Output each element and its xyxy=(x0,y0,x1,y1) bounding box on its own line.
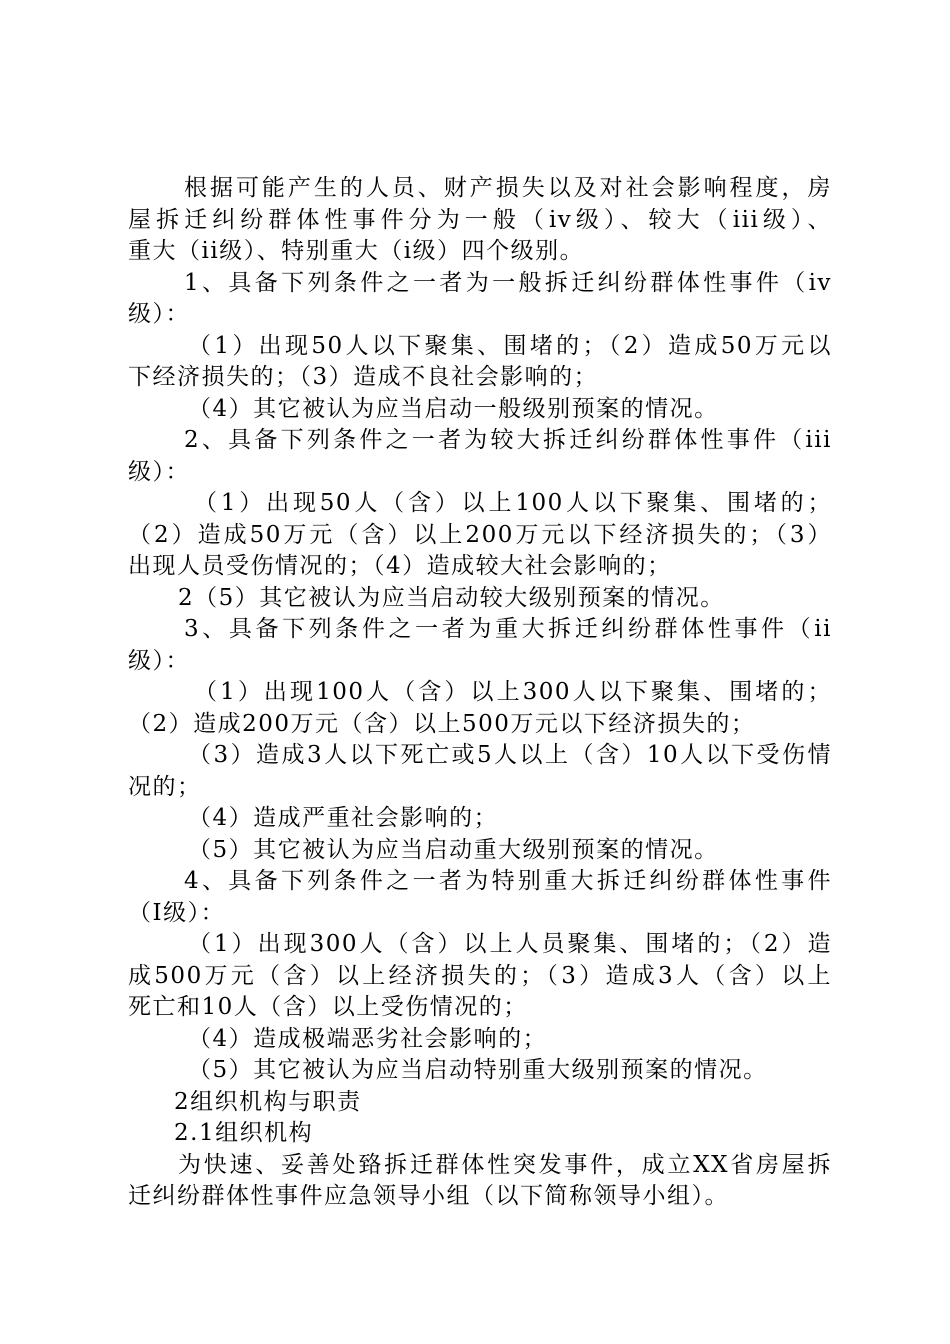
text-line: 根据可能产生的人员、财产损失以及对社会影响程度，房 xyxy=(184,175,832,201)
text-line: （5）其它被认为应当启动重大级别预案的情况。 xyxy=(188,836,719,863)
text-line: 级）： xyxy=(128,301,190,327)
text-line: （3）造成3人以下死亡或5人以上（含）10人以下受伤情 xyxy=(188,742,832,768)
text-line: （Ⅰ级）： xyxy=(128,899,226,926)
text-line: 下经济损失的；（3）造成不良社会影响的； xyxy=(128,364,599,390)
text-line: （2）造成50万元（含）以上200万元以下经济损失的；（3） xyxy=(128,521,832,548)
text-line: （4）造成极端恶劣社会影响的； xyxy=(188,1025,548,1052)
text-line: （1）出现50人以下聚集、围堵的；（2）造成50万元以 xyxy=(188,332,832,359)
text-line: 3、具备下列条件之一者为重大拆迁纠纷群体性事件（ii xyxy=(184,616,832,642)
text-line: 成500万元（含）以上经济损失的；（3）造成3人（含）以上 xyxy=(128,962,832,989)
text-line: （2）造成200万元（含）以上500万元以下经济损失的； xyxy=(128,710,756,737)
text-line: 死亡和10人（含）以上受伤情况的； xyxy=(128,994,528,1020)
text-line: （1）出现100人（含）以上300人以下聚集、围堵的； xyxy=(194,679,832,705)
text-line: 2组织机构与职责 xyxy=(174,1088,362,1115)
text-line: 级）： xyxy=(128,458,190,485)
text-line: 迁纠纷群体性事件应急领导小组（以下简称领导小组）。 xyxy=(128,1183,729,1209)
text-line: 况的； xyxy=(128,773,202,800)
text-line: 4、具备下列条件之一者为特别重大拆迁纠纷群体性事件 xyxy=(184,868,832,894)
text-line: 2（5）其它被认为应当启动较大级别预案的情况。 xyxy=(178,584,725,611)
text-line: （4）造成严重社会影响的； xyxy=(188,805,499,831)
text-line: 重大（ii级）、特别重大（i级）四个级别。 xyxy=(128,238,585,264)
text-line: （4）其它被认为应当启动一般级别预案的情况。 xyxy=(188,395,719,422)
text-line: 1、具备下列条件之一者为一般拆迁纠纷群体性事件（iv xyxy=(184,269,832,296)
text-line: （1）出现300人（含）以上人员聚集、围堵的；（2）造 xyxy=(188,931,832,957)
text-line: 级）： xyxy=(128,647,190,674)
text-line: 出现人员受伤情况的；（4）造成较大社会影响的； xyxy=(128,553,672,579)
text-line: 2、具备下列条件之一者为较大拆迁纠纷群体性事件（iii xyxy=(184,427,832,453)
text-line: 2.1组织机构 xyxy=(174,1120,314,1146)
text-line: 为快速、妥善处臵拆迁群体性突发事件，成立XX省房屋拆 xyxy=(178,1151,832,1178)
text-line: （5）其它被认为应当启动特别重大级别预案的情况。 xyxy=(188,1057,768,1083)
text-line: （1）出现50人（含）以上100人以下聚集、围堵的； xyxy=(194,490,832,516)
text-line: 屋拆迁纠纷群体性事件分为一般（iv级）、较大（iii级）、 xyxy=(128,206,832,233)
document-body xyxy=(128,173,832,1213)
